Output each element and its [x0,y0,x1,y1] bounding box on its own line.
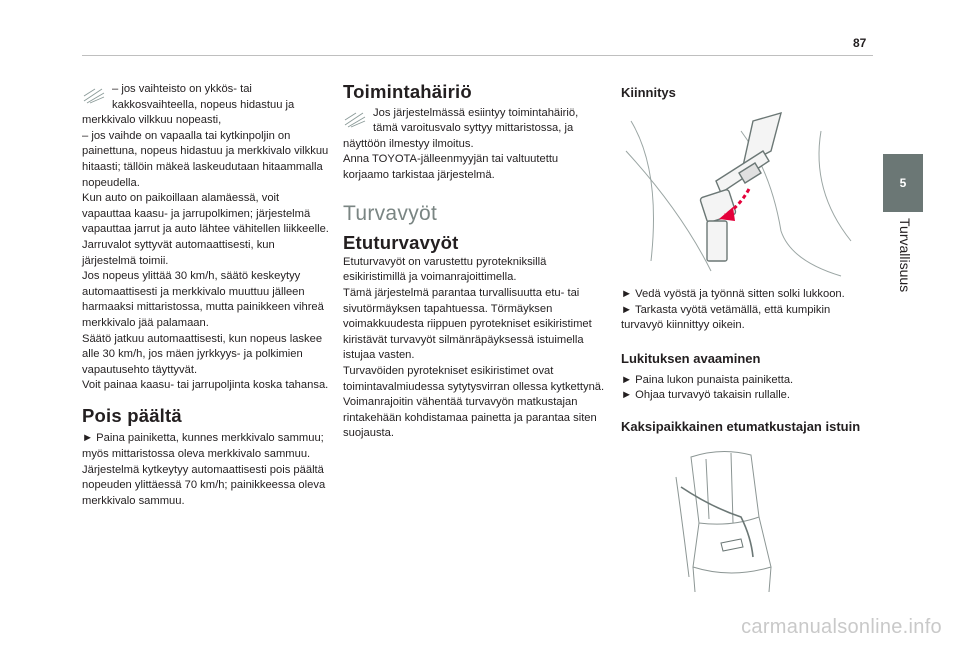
off-instructions: ► Paina painiketta, kunnes merkkivalo sammuu; myös mittaristossa oleva merkkivalo sammuu. Järjestelmä kytkeytyy automaattisesti pois päältä nopeuden ylittäessä 70 km/h; painikkeessa oleva merkkivalo sammuu. [82,432,326,507]
chapter-number: 5 [899,176,907,190]
assist-description: – jos vaihteisto on ykkös- tai kakkosvaihteella, nopeus hidastuu ja merkkivalo vilkkuu nopeasti, – jos vaihde on vapaalla tai kytkinpoljin on painettuna, nopeus hidastuu ja merkkivalo vilkkuu hitaasti; tällöin mäkeä laskeudutaan hitaammalla nopeudella. Kun auto on paikoillaan alamäessä, voit vapauttaa kaasu- ja jarrupolkimen; järjestelmä vapauttaa jarrut ja auto lähtee vähitellen liikkeelle. Jarruvalot syttyvät automaattisesti, kun järjestelmä toimii. Jos nopeus ylittää 30 km/h, säätö keskeytyy automaattisesti ja merkkivalo muuttuu jälleen harmaaksi mittaristossa, mutta painikkeen vihreä merkkivalo jää palamaan. Säätö jatkuu automaattisesti, kun nopeus laskee alle 30 km/h, jos mäen jyrkkyys- ja polkimien vapautusehto täyttyvät. Voit painaa kaasu- tai jarrupoljinta koska tahansa. [82,83,329,392]
watermark: carmanualsonline.info [741,616,942,638]
fault-text: Jos järjestelmässä esiintyy toimintahäiriö, tämä varoitusvalo syttyy mittaristossa, ja näyttöön ilmestyy ilmoitus. Anna TOYOTA-jälleenmyyjän tai valtuutettu korjaamo tarkistaa järjestelmä. [343,106,579,181]
seatbelt-buckle-illustration [621,111,873,281]
note-icon [343,108,367,128]
chapter-tab[interactable] [883,154,923,212]
fasten-instructions: ► Vedä vyöstä ja työnnä sitten solki lukkoon. ► Tarkasta vyötä vetämällä, että kumpikin turvavyö kiinnittyy oikein. [621,288,845,332]
heading-fasten: Kiinnitys [621,85,676,100]
column-middle [343,82,605,442]
heading-double-seat: Kaksipaikkainen etumatkustajan istuin [621,418,861,434]
column-right [621,82,873,597]
double-seat-illustration [671,447,781,597]
heading-unlock: Lukituksen avaaminen [621,350,761,366]
note-icon [82,84,106,104]
chapter-title: Turvallisuus [897,218,913,293]
heading-off: Pois päältä [82,404,182,426]
heading-fault: Toimintahäiriö [343,81,472,102]
page-number: 87 [853,36,867,50]
heading-seatbelts: Turvavyöt [343,201,438,225]
heading-front-belts: Etuturvavyöt [343,232,459,254]
header-rule [82,55,873,56]
column-left [82,82,330,509]
front-belts-text: Etuturvavyöt on varustettu pyrotekniksillä esikiristimillä ja voimanrajoittimella. Tämä järjestelmä parantaa turvallisuutta etu- tai sivutörmäyksen tapahtuessa. Törmäyksen voimakkuudesta riippuen pyrotekniset esikiristimet kiristävät turvavyöt silmänräpäyksessä istuimella istujaa vasten. Turvavöiden pyrotekniset esikiristimet ovat toimintavalmiudessa sytytysvirran ollessa kytkettynä. Voimanrajoitin vähentää turvavyön matkustajan rintakehään kohdistamaa painetta ja parantaa siten suojausta. [343,255,605,440]
unlock-instructions: ► Paina lukon punaista painiketta. ► Ohjaa turvavyö takaisin rullalle. [621,373,794,402]
